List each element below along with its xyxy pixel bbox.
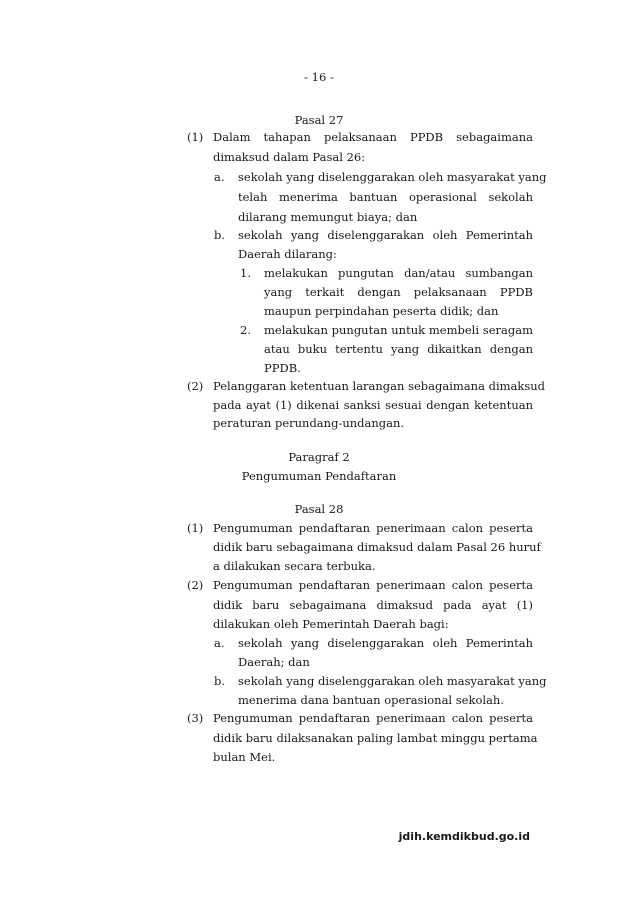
pasal-27-subitem-2-line: atau buku tertentu yang dikaitkan dengan [264,342,533,356]
pasal-27-ayat-2-number: (2) [187,379,204,393]
pasal-28-ayat-1-line: a dilakukan secara terbuka. [213,559,376,573]
page-number: - 16 - [304,70,334,84]
paragraf-2-subheading: Pengumuman Pendaftaran [241,469,397,483]
pasal-27-ayat-2-line: Pelanggaran ketentuan larangan sebagaimana dimaksud [213,379,546,393]
pasal-27-subitem-2-line: PPDB. [264,361,301,375]
pasal-27-subitem-1-label: 1. [240,266,251,280]
pasal-28-heading: Pasal 28 [294,502,344,516]
pasal-28-ayat-2-number: (2) [187,578,204,592]
pasal-27-ayat-2-line: pada ayat (1) dikenai sanksi sesuai dengan ketentuan [213,398,533,412]
pasal-28-item-b-line: sekolah yang diselenggarakan oleh masyarakat yang [238,674,547,688]
footer-website: jdih.kemdikbud.go.id [398,830,530,843]
pasal-27-item-a-line: dilarang memungut biaya; dan [238,210,418,224]
pasal-27-heading: Pasal 27 [294,113,344,127]
pasal-27-ayat-2-line: peraturan perundang-undangan. [213,416,405,430]
pasal-27-ayat-1-line: dimaksud dalam Pasal 26: [213,150,366,164]
pasal-28-ayat-2-line: dilakukan oleh Pemerintah Daerah bagi: [213,617,449,631]
pasal-27-item-a-line: telah menerima bantuan operasional sekolah [238,190,533,204]
pasal-27-subitem-1-line: melakukan pungutan dan/atau sumbangan [264,266,533,280]
pasal-28-item-b-label: b. [214,674,226,688]
pasal-28-ayat-3-line: didik baru dilaksanakan paling lambat minggu pertama [213,731,538,745]
pasal-27-item-b-line: Daerah dilarang: [238,247,337,261]
pasal-27-item-a-label: a. [214,170,225,184]
pasal-27-subitem-2-label: 2. [240,323,251,337]
pasal-27-subitem-1-line: yang terkait dengan pelaksanaan PPDB [264,285,533,299]
pasal-28-ayat-1-number: (1) [187,521,204,535]
pasal-27-subitem-2-line: melakukan pungutan untuk membeli seragam [264,323,533,337]
pasal-27-item-b-label: b. [214,228,226,242]
pasal-27-subitem-1-line: maupun perpindahan peserta didik; dan [264,304,499,318]
pasal-28-ayat-2-line: Pengumuman pendaftaran penerimaan calon peserta [213,578,533,592]
pasal-28-item-a-line: Daerah; dan [238,655,310,669]
pasal-28-item-a-line: sekolah yang diselenggarakan oleh Pemerintah [238,636,533,650]
pasal-28-ayat-3-line: Pengumuman pendaftaran penerimaan calon peserta [213,711,533,725]
pasal-27-ayat-1-line: Dalam tahapan pelaksanaan PPDB sebagaimana [213,130,533,144]
pasal-28-ayat-1-line: didik baru sebagaimana dimaksud dalam Pasal 26 huruf [213,540,541,554]
pasal-28-item-a-label: a. [214,636,225,650]
pasal-28-ayat-3-number: (3) [187,711,204,725]
pasal-28-ayat-1-line: Pengumuman pendaftaran penerimaan calon peserta [213,521,533,535]
paragraf-2-heading: Paragraf 2 [288,450,350,464]
pasal-27-ayat-1-number: (1) [187,130,204,144]
pasal-28-item-b-line: menerima dana bantuan operasional sekolah. [238,693,504,707]
pasal-27-item-a-line: sekolah yang diselenggarakan oleh masyarakat yang [238,170,547,184]
pasal-28-ayat-2-line: didik baru sebagaimana dimaksud pada ayat (1) [213,598,533,612]
pasal-28-ayat-3-line: bulan Mei. [213,750,276,764]
pasal-27-item-b-line: sekolah yang diselenggarakan oleh Pemerintah [238,228,533,242]
